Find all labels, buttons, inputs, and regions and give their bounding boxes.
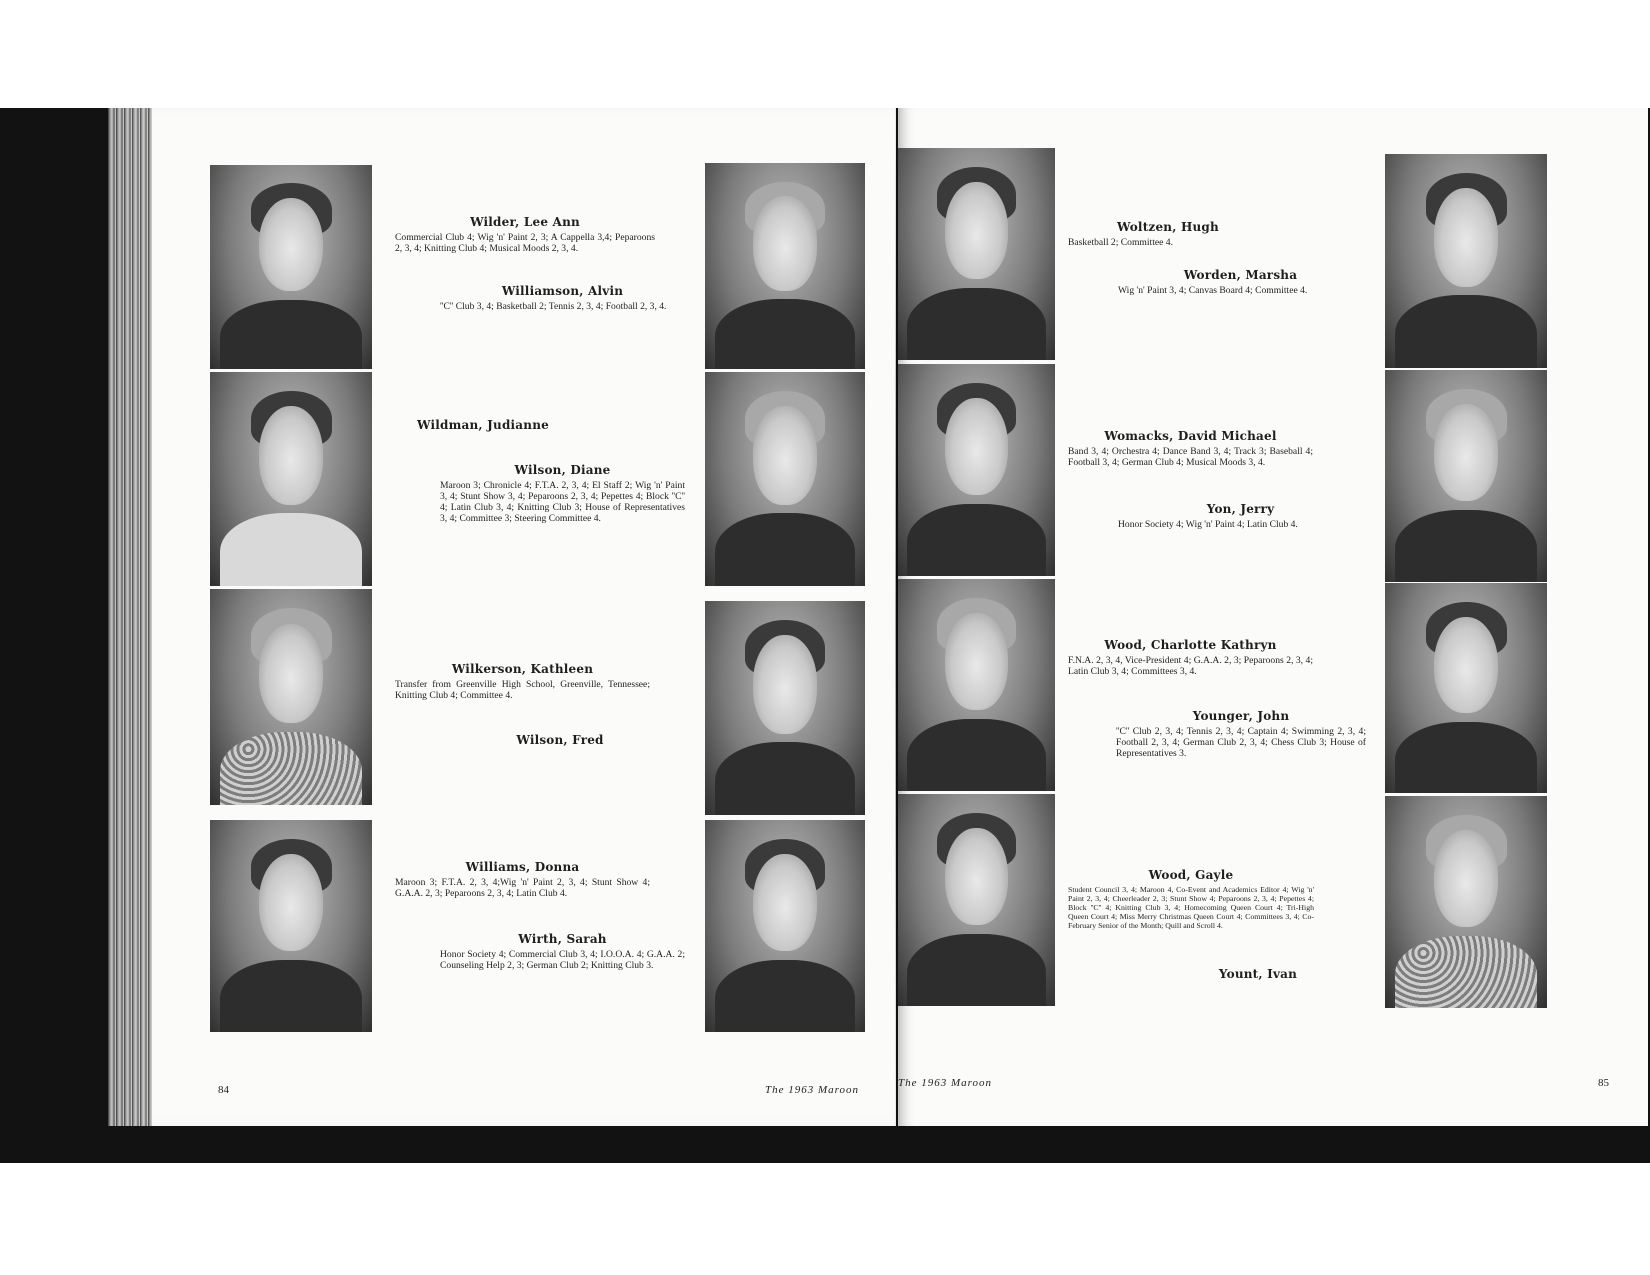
student-activities: Student Council 3, 4; Maroon 4, Co-Event and Academics Editor 4; Wig 'n' Paint 2, 3, 4; Cheerleader 2, 3; Stunt Show 4; Peparoons 2, 3, 4; Pepettes 4; Block ''C'' 4; Knitting Club 3, 4; Homecoming Queen Court 4; Tri-High Queen Court 4; Miss Merry Christmas Queen Court 4; Committees 3, 4; Co-February Senior of the Month; Quill and Scroll 4. [1068, 885, 1314, 930]
student-name: Yon, Jerry [1206, 502, 1275, 516]
student-name: Younger, John [1192, 709, 1290, 723]
entry-williamson-alvin [440, 284, 685, 312]
student-activities: Maroon 3; F.T.A. 2, 3, 4;Wig 'n' Paint 2, 3, 4; Stunt Show 4; G.A.A. 2, 3; Peparoons 2, 3, 4; Latin Club 4. [395, 877, 650, 899]
page-number: 84 [218, 1084, 229, 1096]
student-activities: Transfer from Greenville High School, Greenville, Tennessee; Knitting Club 4; Committee 4. [395, 679, 650, 701]
student-name: Wilson, Diane [514, 463, 611, 477]
portrait-womacks-david-michael [898, 364, 1055, 576]
portrait-yount-ivan [1385, 796, 1547, 1008]
student-activities: Commercial Club 4; Wig 'n' Paint 2, 3; A Cappella 3,4; Peparoons 2, 3, 4; Knitting Club 4; Musical Moods 2, 3, 4. [395, 232, 655, 254]
portrait-younger-john [1385, 583, 1547, 793]
entry-wilkerson-kathleen [395, 662, 650, 701]
entry-wilder-lee-ann [395, 215, 655, 254]
portrait-wood-charlotte-kathryn [898, 579, 1055, 791]
entry-wood-gayle [1068, 868, 1314, 930]
entry-yount-ivan [1198, 967, 1318, 984]
student-name: Wilkerson, Kathleen [451, 662, 594, 676]
entry-wilson-fred [500, 733, 620, 750]
footer-title: The 1963 Maroon [765, 1084, 860, 1096]
student-activities: Wig 'n' Paint 3, 4; Canvas Board 4; Committee 4. [1118, 285, 1308, 296]
portrait-worden-marsha [1385, 154, 1547, 368]
portrait-wilkerson-kathleen [210, 589, 372, 805]
page-gutter [895, 108, 898, 1126]
entry-woltzen-hugh [1068, 220, 1268, 248]
portrait-woltzen-hugh [898, 148, 1055, 360]
student-name: Wirth, Sarah [518, 932, 607, 946]
portrait-wirth-sarah [705, 820, 865, 1032]
student-name: Womacks, David Michael [1104, 429, 1277, 443]
yearbook-spread [108, 108, 1648, 1126]
portrait-wilder-lee-ann [210, 165, 372, 369]
portrait-wood-gayle [898, 794, 1055, 1006]
portrait-wilson-fred [705, 601, 865, 815]
student-name: Worden, Marsha [1183, 268, 1298, 282]
student-activities: F.N.A. 2, 3, 4, Vice-President 4; G.A.A. 2, 3; Peparoons 2, 3, 4; Latin Club 3, 4; Committees 3, 4. [1068, 655, 1313, 677]
entry-yon-jerry [1118, 502, 1363, 530]
student-name: Wilder, Lee Ann [470, 215, 580, 229]
student-name: Wilson, Fred [516, 733, 604, 747]
entry-womacks-david-michael [1068, 429, 1313, 468]
entry-wildman-judianne [398, 418, 568, 435]
entry-wilson-diane [440, 463, 685, 524]
right-page [898, 108, 1648, 1126]
entry-wood-charlotte-kathryn [1068, 638, 1313, 677]
book-binding-edge [108, 108, 152, 1126]
student-name: Williamson, Alvin [501, 284, 624, 298]
student-activities: ''C'' Club 2, 3, 4; Tennis 2, 3, 4; Captain 4; Swimming 2, 3, 4; Football 2, 3, 4; German Club 2, 3, 4; Chess Club 3; House of Representatives 3. [1116, 726, 1366, 759]
student-name: Williams, Donna [465, 860, 580, 874]
student-name: Yount, Ivan [1218, 967, 1298, 981]
entry-williams-donna [395, 860, 650, 899]
student-name: Woltzen, Hugh [1117, 220, 1219, 234]
page-number: 85 [1598, 1077, 1609, 1089]
student-name: Wood, Charlotte Kathryn [1104, 638, 1277, 652]
portrait-williamson-alvin [705, 163, 865, 369]
portrait-wildman-judianne [210, 372, 372, 586]
student-name: Wildman, Judianne [417, 418, 549, 432]
student-activities: Honor Society 4; Wig 'n' Paint 4; Latin Club 4. [1118, 519, 1298, 530]
entry-worden-marsha [1118, 268, 1363, 296]
student-name: Wood, Gayle [1148, 868, 1234, 882]
student-activities: Band 3, 4; Orchestra 4; Dance Band 3, 4; Track 3; Baseball 4; Football 3, 4; German Club 4; Musical Moods 3, 4. [1068, 446, 1313, 468]
student-activities: Honor Society 4; Commercial Club 3, 4; I.O.O.A. 4; G.A.A. 2; Counseling Help 2, 3; German Club 2; Knitting Club 3. [440, 949, 685, 971]
student-activities: Maroon 3; Chronicle 4; F.T.A. 2, 3, 4; El Staff 2; Wig 'n' Paint 3, 4; Stunt Show 3, 4; Peparoons 2, 3, 4; Pepettes 4; Block ''C'' 4; Latin Club 3, 4; Knitting Club 3; House of Representatives 3, 4; Committee 3; Steering Committee 4. [440, 480, 685, 524]
entry-wirth-sarah [440, 932, 685, 971]
entry-younger-john [1116, 709, 1366, 759]
student-activities: Basketball 2; Committee 4. [1068, 237, 1173, 248]
student-activities: ''C'' Club 3, 4; Basketball 2; Tennis 2, 3, 4; Football 2, 3, 4. [440, 301, 667, 312]
left-page [108, 108, 896, 1126]
portrait-yon-jerry [1385, 370, 1547, 582]
portrait-williams-donna [210, 820, 372, 1032]
portrait-wilson-diane [705, 372, 865, 586]
footer-title: The 1963 Maroon [898, 1077, 993, 1089]
